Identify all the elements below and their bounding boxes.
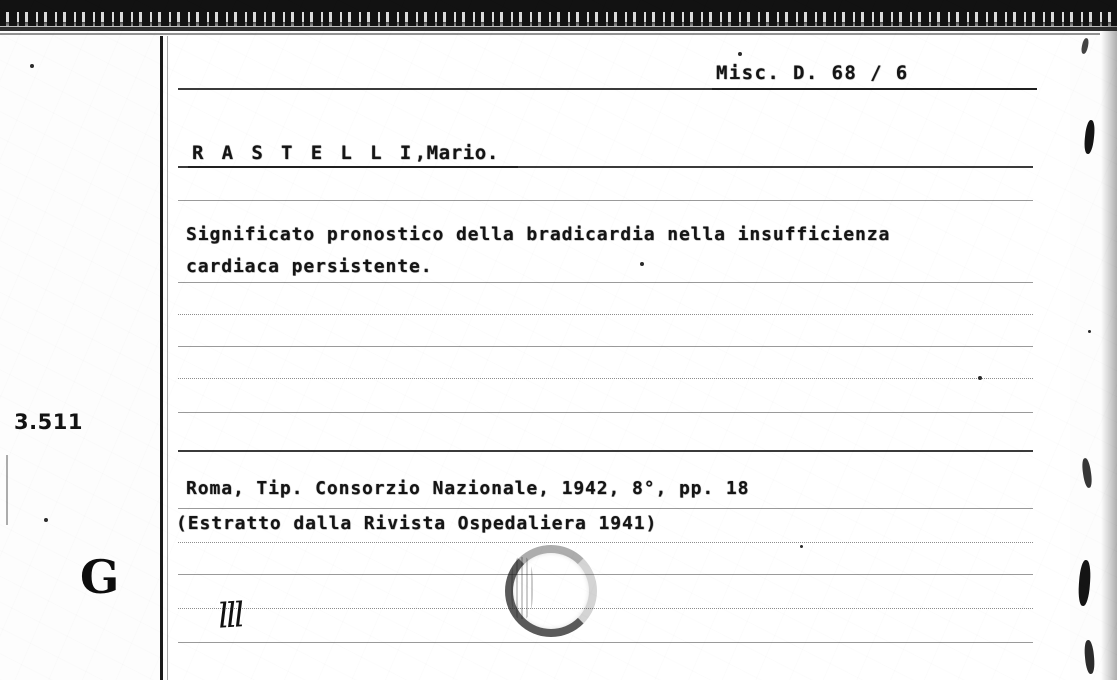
card-rule-line	[178, 412, 1033, 413]
scan-right-edge-shadow	[1101, 26, 1117, 680]
scan-artifact-speck	[44, 518, 48, 522]
scan-artifact-speck	[978, 376, 982, 380]
shelfmark-top-right: Misc. D. 68 / 6	[716, 62, 909, 84]
card-rule-line	[178, 200, 1033, 201]
author-given-name: Mario.	[426, 142, 499, 164]
author-heading	[192, 142, 499, 164]
card-rule-line	[178, 378, 1033, 379]
handwritten-mark: lll	[216, 595, 243, 637]
scan-artifact-speck	[1088, 330, 1091, 333]
scan-artifact-fleck	[1083, 120, 1096, 155]
imprint-line-2: (Estratto dalla Rivista Ospedaliera 1941)	[176, 513, 658, 534]
scan-artifact-speck	[30, 64, 34, 68]
card-rule-line	[178, 346, 1033, 347]
card-left-border	[160, 36, 163, 680]
round-stamp-icon	[505, 545, 597, 637]
title-line-1: Significato pronostico della bradicardia nella insufficienza	[186, 224, 891, 245]
card-rule-line	[178, 508, 1033, 509]
scan-artifact-speck	[738, 52, 742, 56]
author-underline	[188, 166, 518, 168]
catalogue-card	[160, 36, 1070, 680]
author-surname: R A S T E L L I	[192, 142, 415, 164]
margin-call-number: 3.511	[14, 410, 83, 434]
card-rule-line	[178, 314, 1033, 315]
card-rule-line	[178, 642, 1033, 643]
margin-collection-letter: G	[80, 550, 120, 604]
scan-artifact-fleck	[1084, 640, 1096, 675]
card-left-border-inner	[167, 36, 168, 680]
scan-artifact-speck	[800, 545, 803, 548]
shelfmark-underline	[712, 88, 1037, 90]
card-rule-line	[178, 574, 1033, 575]
card-rule-line	[178, 608, 1033, 609]
margin-pencil-stroke	[6, 455, 8, 525]
card-rule-line	[178, 282, 1033, 283]
scan-top-rule	[0, 27, 1117, 31]
scan-artifact-fleck	[1077, 560, 1091, 607]
scan-artifact-fleck	[1080, 38, 1089, 55]
scan-top-rule-secondary	[0, 33, 1100, 35]
card-rule-line	[178, 450, 1033, 452]
card-rule-line	[178, 542, 1033, 543]
scan-artifact-fleck	[1081, 458, 1093, 489]
title-line-2: cardiaca persistente.	[186, 256, 433, 277]
imprint-line-1: Roma, Tip. Consorzio Nazionale, 1942, 8°, pp. 18	[186, 478, 750, 499]
scan-artifact-speck	[640, 262, 644, 266]
author-separator: ,	[414, 142, 427, 164]
